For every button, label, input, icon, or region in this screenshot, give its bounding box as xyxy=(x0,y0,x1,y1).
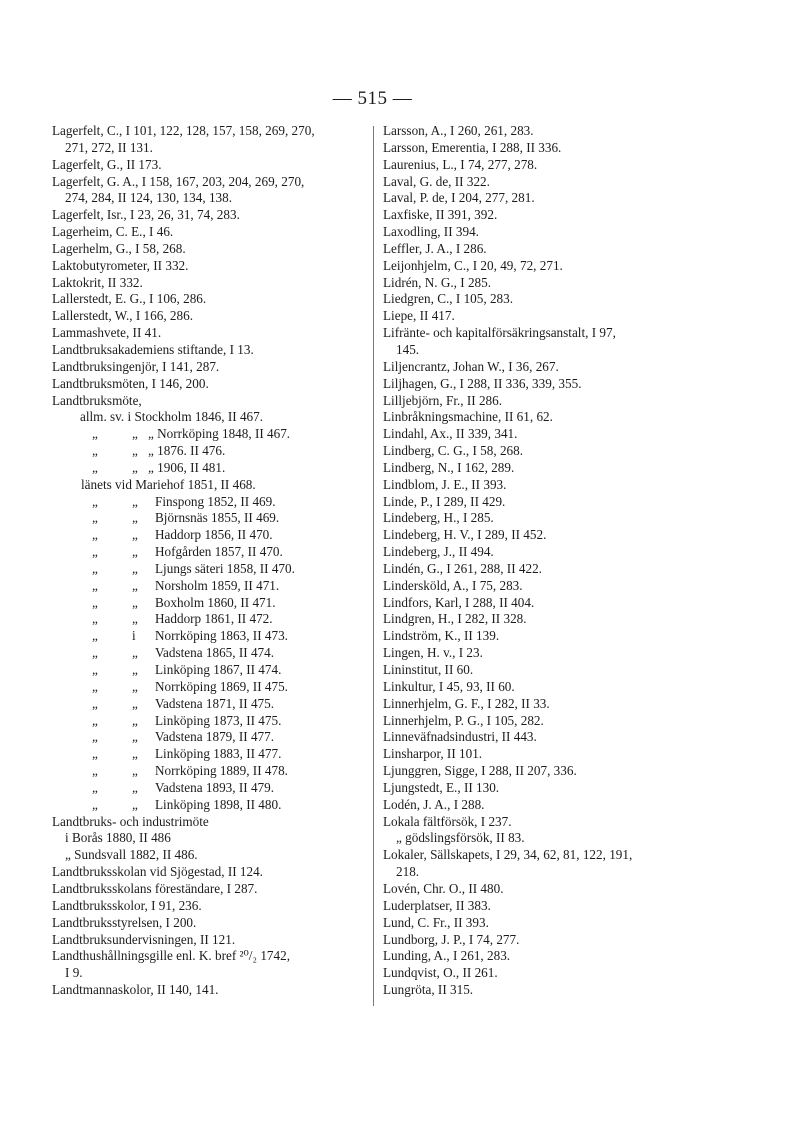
meeting-place: Norrköping 1863, II 473. xyxy=(155,628,288,644)
ditto-mark: „ xyxy=(92,594,98,610)
meeting-place: Vadstena 1879, II 477. xyxy=(155,729,275,745)
ditto-mark: „ xyxy=(132,611,138,627)
meeting-place: Vadstena 1871, II 475. xyxy=(155,695,275,711)
index-entry: Liedgren, C., I 105, 283. xyxy=(383,291,514,307)
ditto-mark: „ xyxy=(132,763,138,779)
meeting-subentry xyxy=(52,460,370,477)
meeting-place: Linköping 1898, II 480. xyxy=(155,796,282,812)
meeting-subentry xyxy=(52,510,370,527)
index-entry: Linkultur, I 45, 93, II 60. xyxy=(383,678,515,694)
meeting-subentry xyxy=(52,527,370,544)
ditto-mark: „ xyxy=(92,544,98,560)
meeting-place: Vadstena 1893, II 479. xyxy=(155,779,275,795)
meeting-subentry xyxy=(52,763,370,780)
index-entry: Landtbruksstyrelsen, I 200. xyxy=(52,914,197,930)
index-entry: Laxodling, II 394. xyxy=(383,224,479,240)
index-entry: Laval, P. de, I 204, 277, 281. xyxy=(383,190,535,206)
ditto-mark: „ xyxy=(92,611,98,627)
index-entry: 145. xyxy=(396,341,420,357)
index-entry: Linnerhjelm, G. F., I 282, II 33. xyxy=(383,695,550,711)
meeting-subentry xyxy=(52,713,370,730)
ditto-mark: „ xyxy=(92,510,98,526)
index-entry: Lindeberg, H., I 285. xyxy=(383,510,494,526)
index-entry: Landthushållningsgille enl. K. bref ²⁰/₂ 1742, xyxy=(52,948,290,964)
ditto-mark: „ xyxy=(132,493,138,509)
meeting-subentry xyxy=(52,595,370,612)
index-entry: Liljhagen, G., I 288, II 336, 339, 355. xyxy=(383,375,582,391)
meeting-place: „ Norrköping 1848, II 467. xyxy=(148,426,291,442)
meeting-subentry xyxy=(52,544,370,561)
right-entries xyxy=(383,123,713,999)
ditto-mark: „ xyxy=(92,729,98,745)
index-entry: Lodén, J. A., I 288. xyxy=(383,796,485,812)
right-column xyxy=(383,123,713,999)
meeting-subentry xyxy=(52,409,370,426)
index-entry: Linneväfnadsindustri, II 443. xyxy=(383,729,537,745)
ditto-mark: „ xyxy=(132,594,138,610)
meeting-subentry xyxy=(52,494,370,511)
ditto-mark: „ xyxy=(132,695,138,711)
ditto-mark: „ xyxy=(92,628,98,644)
meeting-place: Linköping 1883, II 477. xyxy=(155,746,282,762)
index-entry: Luderplatser, II 383. xyxy=(383,897,491,913)
index-entry: Landtbruksundervisningen, II 121. xyxy=(52,931,236,947)
meeting-subentry xyxy=(52,645,370,662)
index-entry: Linbråkningsmachine, II 61, 62. xyxy=(383,409,553,425)
meeting-place: Boxholm 1860, II 471. xyxy=(155,594,276,610)
ditto-mark: „ xyxy=(132,560,138,576)
ditto-mark: „ xyxy=(92,678,98,694)
meeting-subentry xyxy=(52,746,370,763)
index-entry: Lallerstedt, W., I 166, 286. xyxy=(52,308,194,324)
ditto-mark: „ xyxy=(132,544,138,560)
index-entry: Lindfors, Karl, I 288, II 404. xyxy=(383,594,535,610)
index-entry: I 9. xyxy=(65,965,83,981)
meeting-place: Finspong 1852, II 469. xyxy=(155,493,276,509)
ditto-mark: „ xyxy=(132,678,138,694)
index-entry: Lindeberg, J., II 494. xyxy=(383,544,494,560)
index-entry: Lokala fältförsök, I 237. xyxy=(383,813,512,829)
ditto-mark: „ xyxy=(92,695,98,711)
index-entry: Lifränte- och kapitalförsäkringsanstalt, I 97, xyxy=(383,325,616,341)
index-entry: Lingen, H. v., I 23. xyxy=(383,645,483,661)
index-entry: Lininstitut, II 60. xyxy=(383,662,474,677)
left-tail-entries xyxy=(52,814,370,999)
index-entry: Landtbruksingenjör, I 141, 287. xyxy=(52,358,220,374)
index-entry: Lindgren, H., I 282, II 328. xyxy=(383,611,527,627)
index-entry: Landtbruksakademiens stiftande, I 13. xyxy=(52,341,254,357)
index-entry: Laurenius, L., I 74, 277, 278. xyxy=(383,156,538,172)
index-entry: Lindén, G., I 261, 288, II 422. xyxy=(383,560,542,576)
meeting-subentry xyxy=(52,729,370,746)
index-entry: Lindberg, N., I 162, 289. xyxy=(383,459,515,475)
meeting-heading: länets vid Mariehof 1851, II 468. xyxy=(81,476,256,492)
index-entry: Linnerhjelm, P. G., I 105, 282. xyxy=(383,712,544,728)
meeting-subentry xyxy=(52,662,370,679)
index-entry: Ljungstedt, E., II 130. xyxy=(383,779,500,795)
ditto-mark: „ xyxy=(132,645,138,661)
ditto-mark: „ xyxy=(92,645,98,661)
meeting-subentry xyxy=(52,679,370,696)
index-entry: Linsharpor, II 101. xyxy=(383,746,483,762)
index-entry: Lallerstedt, E. G., I 106, 286. xyxy=(52,291,207,307)
index-entry: Lundborg, J. P., I 74, 277. xyxy=(383,931,520,947)
meeting-place: Haddorp 1856, II 470. xyxy=(155,527,273,543)
meeting-subentry xyxy=(52,696,370,713)
ditto-mark: „ xyxy=(132,729,138,745)
index-entry: Landtbruksmöte, xyxy=(52,392,142,408)
meeting-place: Norrköping 1889, II 478. xyxy=(155,763,288,779)
index-entry: Leijonhjelm, C., I 20, 49, 72, 271. xyxy=(383,257,563,273)
meeting-subentry xyxy=(52,426,370,443)
meeting-place: „ 1876. II 476. xyxy=(148,443,226,459)
index-entry: Liljencrantz, Johan W., I 36, 267. xyxy=(383,358,559,374)
ditto-mark: „ xyxy=(92,459,98,475)
meeting-subentry xyxy=(52,578,370,595)
index-entry: Laktobutyrometer, II 332. xyxy=(52,257,189,273)
index-entry: Lovén, Chr. O., II 480. xyxy=(383,880,504,896)
ditto-mark: „ xyxy=(132,443,138,459)
ditto-mark: „ xyxy=(132,426,138,442)
ditto-mark: i xyxy=(132,628,136,644)
index-entry: Lammashvete, II 41. xyxy=(52,325,162,341)
ditto-mark: „ xyxy=(92,560,98,576)
index-entry: Lund, C. Fr., II 393. xyxy=(383,914,489,930)
index-entry: Laval, G. de, II 322. xyxy=(383,173,490,189)
left-column xyxy=(52,123,370,999)
index-entry: Lunding, A., I 261, 283. xyxy=(383,948,511,964)
column-divider xyxy=(373,126,374,1006)
index-entry: „ Sundsvall 1882, II 486. xyxy=(65,847,198,863)
index-entry: Lungröta, II 315. xyxy=(383,982,474,998)
ditto-mark: „ xyxy=(132,510,138,526)
meeting-place: Norrköping 1869, II 475. xyxy=(155,678,288,694)
meeting-subentry xyxy=(52,477,370,494)
index-entry: Lindahl, Ax., II 339, 341. xyxy=(383,426,518,442)
meeting-subentries xyxy=(52,409,370,813)
index-entry: Laxfiske, II 391, 392. xyxy=(383,207,498,223)
meeting-subentry xyxy=(52,611,370,628)
ditto-mark: „ xyxy=(92,662,98,677)
meeting-subentry xyxy=(52,443,370,460)
left-entries xyxy=(52,123,370,409)
meeting-place: Linköping 1867, II 474. xyxy=(155,662,282,677)
index-entry: Lagerfelt, Isr., I 23, 26, 31, 74, 283. xyxy=(52,207,240,223)
index-entry: Lidrén, N. G., I 285. xyxy=(383,274,492,290)
ditto-mark: „ xyxy=(92,443,98,459)
ditto-mark: „ xyxy=(132,779,138,795)
ditto-mark: „ xyxy=(132,577,138,593)
index-entry: 274, 284, II 124, 130, 134, 138. xyxy=(65,190,233,206)
index-entry: Lindeberg, H. V., I 289, II 452. xyxy=(383,527,547,543)
index-entry: Landtbruksskolans föreständare, I 287. xyxy=(52,880,258,896)
ditto-mark: „ xyxy=(92,577,98,593)
index-entry: Lundqvist, O., II 261. xyxy=(383,965,498,981)
index-entry: Lindblom, J. E., II 393. xyxy=(383,476,507,492)
meeting-place: Björnsnäs 1855, II 469. xyxy=(155,510,280,526)
ditto-mark: „ xyxy=(132,746,138,762)
ditto-mark: „ xyxy=(92,796,98,812)
index-entry: Landtbruksskolan vid Sjögestad, II 124. xyxy=(52,864,263,880)
ditto-mark: „ xyxy=(92,493,98,509)
meeting-subentry xyxy=(52,797,370,814)
meeting-place: Vadstena 1865, II 474. xyxy=(155,645,275,661)
index-entry: Linde, P., I 289, II 429. xyxy=(383,493,506,509)
index-entry: Lindberg, C. G., I 58, 268. xyxy=(383,443,524,459)
index-entry: Lindersköld, A., I 75, 283. xyxy=(383,577,523,593)
index-entry: Landtbruksmöten, I 146, 200. xyxy=(52,375,209,391)
meeting-heading: allm. sv. i Stockholm 1846, II 467. xyxy=(80,409,264,425)
meeting-place: Norsholm 1859, II 471. xyxy=(155,577,280,593)
index-entry: Larsson, A., I 260, 261, 283. xyxy=(383,123,534,138)
index-entry: „ gödslingsförsök, II 83. xyxy=(396,830,525,846)
index-entry: Ljunggren, Sigge, I 288, II 207, 336. xyxy=(383,763,577,779)
index-entry: Lagerfelt, G. A., I 158, 167, 203, 204, 269, 270, xyxy=(52,173,305,189)
meeting-subentry xyxy=(52,780,370,797)
meeting-place: Hofgården 1857, II 470. xyxy=(155,544,283,560)
index-entry: Laktokrit, II 332. xyxy=(52,274,143,290)
ditto-mark: „ xyxy=(92,779,98,795)
index-entry: Lagerheim, C. E., I 46. xyxy=(52,224,174,240)
index-entry: 271, 272, II 131. xyxy=(65,139,153,155)
ditto-mark: „ xyxy=(132,459,138,475)
ditto-mark: „ xyxy=(92,426,98,442)
index-entry: i Borås 1880, II 486 xyxy=(65,830,171,846)
ditto-mark: „ xyxy=(132,662,138,677)
index-entry: Lindström, K., II 139. xyxy=(383,628,500,644)
index-entry: Landtmannaskolor, II 140, 141. xyxy=(52,982,219,998)
index-entry: Lagerfelt, C., I 101, 122, 128, 157, 158, 269, 270, xyxy=(52,123,315,138)
ditto-mark: „ xyxy=(132,527,138,543)
meeting-place: „ 1906, II 481. xyxy=(148,459,226,475)
index-entry: Larsson, Emerentia, I 288, II 336. xyxy=(383,139,562,155)
ditto-mark: „ xyxy=(132,796,138,812)
ditto-mark: „ xyxy=(92,527,98,543)
index-entry: Landtbruksskolor, I 91, 236. xyxy=(52,897,202,913)
ditto-mark: „ xyxy=(132,712,138,728)
index-entry: 218. xyxy=(396,864,420,880)
index-entry: Lilljebjörn, Fr., II 286. xyxy=(383,392,503,408)
meeting-place: Ljungs säteri 1858, II 470. xyxy=(155,560,295,576)
page-number: — 515 — xyxy=(332,88,413,109)
meeting-subentry xyxy=(52,561,370,578)
index-entry: Leffler, J. A., I 286. xyxy=(383,240,487,256)
ditto-mark: „ xyxy=(92,746,98,762)
index-entry: Lagerfelt, G., II 173. xyxy=(52,156,162,172)
ditto-mark: „ xyxy=(92,712,98,728)
index-entry: Liepe, II 417. xyxy=(383,308,455,324)
index-entry: Lokaler, Sällskapets, I 29, 34, 62, 81, 122, 191, xyxy=(383,847,633,863)
index-entry: Landtbruks- och industrimöte xyxy=(52,813,209,829)
ditto-mark: „ xyxy=(92,763,98,779)
meeting-subentry xyxy=(52,628,370,645)
index-entry: Lagerhelm, G., I 58, 268. xyxy=(52,240,186,256)
meeting-place: Linköping 1873, II 475. xyxy=(155,712,282,728)
meeting-place: Haddorp 1861, II 472. xyxy=(155,611,273,627)
